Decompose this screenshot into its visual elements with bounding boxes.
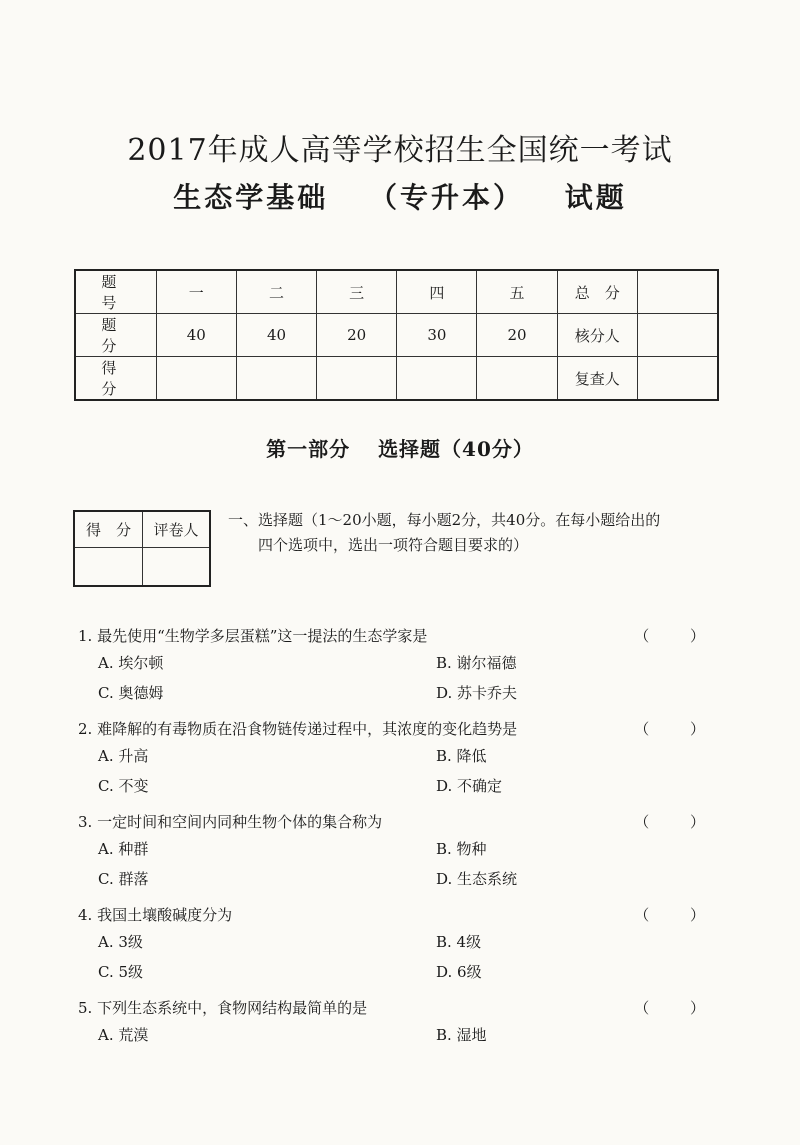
option-c: C. 5级 [98,963,144,981]
option-a: A. 3级 [98,933,143,951]
answer-blank: （ ） [634,813,723,831]
score-cell [637,314,718,357]
option-c: C. 群落 [98,870,149,888]
score-cell: 20 [477,314,557,357]
question-stem: 1. 最先使用“生物学多层蛋糕”这一提法的生态学家是 [78,627,428,645]
answer-blank: （ ） [634,720,723,738]
question-1 [78,624,723,708]
exam-title: 2017年成人高等学校招生全国统一考试 [127,133,673,168]
score-cell: 五 [477,270,557,314]
answer-blank: （ ） [634,906,723,924]
grader-name-cell [142,548,210,587]
instructions-line-1: 一、选择题（1～20小题，每小题2分，共40分。在每小题给出的 [228,511,661,529]
score-cell [477,357,557,401]
section-part: 第一部分 [266,437,351,461]
score-cell: 复查人 [557,357,637,401]
score-cell: 三 [317,270,397,314]
score-cell [156,357,236,401]
score-cell: 核分人 [557,314,637,357]
score-table [74,269,719,401]
score-cell: 四 [397,270,477,314]
score-table-row [75,357,718,401]
score-cell [637,357,718,401]
score-cell: 一 [156,270,236,314]
option-c: C. 不变 [98,777,149,795]
question-stem: 4. 我国土壤酸碱度分为 [78,906,233,924]
score-cell: 40 [156,314,236,357]
option-b: B. 降低 [436,747,487,765]
option-a: A. 种群 [98,840,149,858]
section-instructions [228,508,728,558]
option-b: B. 物种 [436,840,487,858]
score-cell [637,270,718,314]
option-a: A. 埃尔顿 [98,654,164,672]
exam-level: （专升本） [368,181,524,214]
answer-blank: （ ） [634,999,723,1017]
option-d: D. 生态系统 [436,870,518,888]
score-cell: 题 分 [75,314,156,357]
exam-type: 试题 [564,181,627,214]
grader-score-cell [74,548,142,587]
score-table-row [75,270,718,314]
option-a: A. 升高 [98,747,149,765]
section-topic: 选择题（40分） [378,437,534,461]
grader-score-header: 得 分 [74,511,142,548]
question-2 [78,717,723,801]
score-cell: 二 [236,270,316,314]
option-d: D. 6级 [436,963,482,981]
score-cell: 40 [236,314,316,357]
score-cell: 20 [317,314,397,357]
score-cell: 题 号 [75,270,156,314]
question-5 [78,996,723,1050]
exam-subtitle [0,176,800,216]
section-heading [0,433,800,462]
answer-blank: （ ） [634,627,723,645]
score-cell [397,357,477,401]
grader-box [73,510,211,587]
option-c: C. 奥德姆 [98,684,164,702]
question-4 [78,903,723,987]
score-cell: 总 分 [557,270,637,314]
question-stem: 3. 一定时间和空间内同种生物个体的集合称为 [78,813,383,831]
question-stem: 5. 下列生态系统中，食物网结构最简单的是 [78,999,368,1017]
score-cell [236,357,316,401]
score-cell: 30 [397,314,477,357]
score-cell [317,357,397,401]
option-b: B. 谢尔福德 [436,654,517,672]
question-3 [78,810,723,894]
instructions-line-2: 四个选项中，选出一项符合题目要求的） [258,536,529,554]
grader-name-header: 评卷人 [142,511,210,548]
score-table-row [75,314,718,357]
option-b: B. 4级 [436,933,482,951]
option-d: D. 苏卡乔夫 [436,684,518,702]
subject-name: 生态学基础 [173,181,329,214]
score-cell: 得 分 [75,357,156,401]
option-a: A. 荒漠 [98,1026,149,1044]
question-stem: 2. 难降解的有毒物质在沿食物链传递过程中，其浓度的变化趋势是 [78,720,518,738]
option-d: D. 不确定 [436,777,503,795]
option-b: B. 湿地 [436,1026,487,1044]
